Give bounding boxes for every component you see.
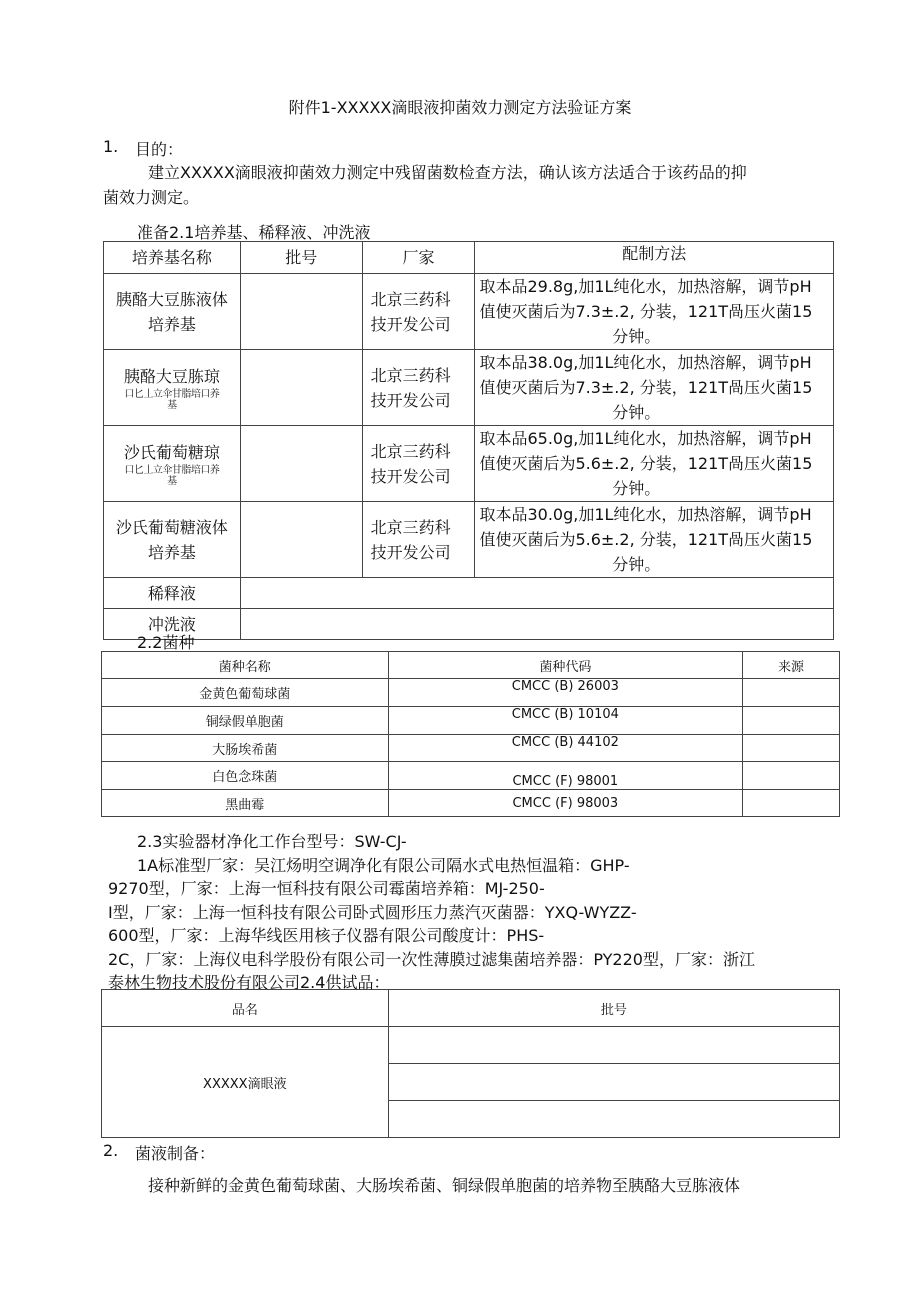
table-row (102, 679, 840, 707)
strain-code-cell: CMCC (F) 98001 (388, 762, 743, 790)
batch-cell (240, 350, 362, 426)
strain-name-cell: 金黄色葡萄球菌 (102, 679, 389, 707)
strain-table (101, 651, 840, 817)
table-row (102, 735, 840, 762)
document-title: 附件1-XXXXX滴眼液抑菌效力测定方法验证方案 (288, 98, 632, 117)
table-row (102, 790, 840, 817)
strain-code-cell: CMCC (B) 10104 (388, 707, 743, 735)
batch-cell (240, 426, 362, 502)
equipment-line: I型，厂家：上海一恒科技有限公司卧式圆形压力蒸汽灭菌器：YXQ-WYZZ- (108, 902, 637, 922)
method-cell (475, 350, 834, 426)
manufacturer-line-2: 技开发公司 (370, 466, 451, 486)
header-strain-name: 菌种名称 (102, 652, 389, 679)
media-table-header-row (104, 242, 834, 274)
equipment-line: 2.3实验器材净化工作台型号：SW-CJ- (137, 832, 407, 851)
media-name-line-1: 沙氏葡萄糖琼 (123, 443, 220, 462)
media-name-line-2: 培养基 (147, 542, 196, 562)
equipment-line: 600型，厂家：上海华线医用核子仪器有限公司酸度计：PHS- (108, 926, 545, 945)
table-row (104, 502, 834, 578)
section-3-body: 接种新鲜的金黄色葡萄球菌、大肠埃希菌、铜绿假单胞菌的培养物至胰酪大豆胨液体 (148, 1176, 741, 1195)
equipment-line: 2C，厂家：上海仪电科学股份有限公司一次性薄膜过滤集菌培养器：PY220型，厂家：浙江 (108, 949, 755, 969)
media-table (103, 241, 834, 640)
media-name-line-1: 胰酪大豆胨琼 (123, 367, 220, 386)
sample-batch-cell (388, 1101, 839, 1138)
strain-name-cell: 黑曲霉 (102, 790, 389, 817)
header-media-name: 培养基名称 (104, 242, 241, 274)
method-line-1: 取本品30.0g,加1L纯化水，加热溶解，调节pH (479, 505, 812, 524)
method-line-2: 值使灭菌后为7.3±.2, 分装，121T咼压火菌15 (479, 378, 813, 397)
header-manufacturer: 厂家 (362, 242, 475, 274)
strain-source-cell (743, 790, 840, 817)
media-name-line-1: 胰酪大豆胨液体 (115, 289, 228, 309)
media-name-line-2: 口匕丄立伞甘脂培口养 (124, 389, 220, 400)
dilution-row (104, 578, 834, 609)
media-name-cell (104, 502, 241, 578)
sample-table-header-row (102, 990, 840, 1027)
manufacturer-line-1: 北京三药科 (370, 365, 451, 385)
strain-name-cell: 白色念珠菌 (102, 762, 389, 790)
table-row (104, 426, 834, 502)
header-strain-code: 菌种代码 (388, 652, 743, 679)
method-line-2: 值使灭菌后为7.3±.2, 分装，121T咼压火菌15 (479, 302, 813, 321)
header-batch: 批号 (240, 242, 362, 274)
manufacturer-line-1: 北京三药科 (370, 517, 451, 537)
header-product-name: 品名 (102, 990, 389, 1027)
method-line-1: 取本品65.0g,加1L纯化水，加热溶解，调节pH (479, 429, 812, 448)
strain-source-cell (743, 762, 840, 790)
method-cell (475, 426, 834, 502)
section-1-number: 1. (103, 137, 119, 156)
equipment-line: 9270型，厂家：上海一恒科技有限公司霉菌培养箱：MJ-250- (108, 879, 545, 898)
section-1-body-line-2: 菌效力测定。 (103, 188, 200, 207)
table-row (104, 274, 834, 350)
media-name-cell (104, 274, 241, 350)
method-line-2: 值使灭菌后为5.6±.2, 分装，121T咼压火菌15 (479, 454, 813, 473)
table-row (104, 350, 834, 426)
manufacturer-line-1: 北京三药科 (370, 289, 451, 309)
manufacturer-line-2: 技开发公司 (370, 390, 451, 410)
section-2-3-equipment (108, 830, 755, 995)
strain-source-cell (743, 707, 840, 735)
method-line-3: 分钟。 (612, 403, 661, 422)
manufacturer-cell (362, 274, 475, 350)
strain-source-cell (743, 735, 840, 762)
equipment-line: 泰林生物技术股份有限公司2.4供试品： (108, 973, 390, 992)
section-3-number: 2. (103, 1141, 119, 1160)
table-row (102, 707, 840, 735)
section-1-body-line-1: 建立XXXXX滴眼液抑菌效力测定中残留菌数检查方法，确认该方法适合于该药品的抑 (148, 163, 747, 182)
table-row (102, 1027, 840, 1064)
method-line-1: 取本品38.0g,加1L纯化水，加热溶解，调节pH (479, 353, 812, 372)
media-name-line-3: 基 (167, 476, 177, 487)
strain-name-cell: 铜绿假单胞菌 (102, 707, 389, 735)
method-cell (475, 274, 834, 350)
strain-code-cell: CMCC (F) 98003 (388, 790, 743, 817)
rinse-row (104, 609, 834, 640)
header-preparation-method: 配制方法 (475, 242, 834, 274)
sample-batch-cell (388, 1027, 839, 1064)
strain-table-header-row (102, 652, 840, 679)
method-line-2: 值使灭菌后为5.6±.2, 分装，121T咼压火菌15 (479, 530, 813, 549)
header-sample-batch: 批号 (388, 990, 839, 1027)
media-name-line-3: 基 (167, 400, 177, 411)
strain-code-cell: CMCC (B) 26003 (388, 679, 743, 707)
strain-code-cell: CMCC (B) 44102 (388, 735, 743, 762)
dilution-value-cell (240, 578, 833, 609)
header-source: 来源 (743, 652, 840, 679)
manufacturer-line-2: 技开发公司 (370, 314, 451, 334)
media-name-line-1: 沙氏葡萄糖液体 (115, 517, 228, 537)
table-row (102, 762, 840, 790)
strain-name-cell: 大肠埃希菌 (102, 735, 389, 762)
rinse-label: 冲洗液 (104, 609, 241, 640)
section-3-heading: 菌液制备： (135, 1144, 216, 1163)
manufacturer-cell (362, 502, 475, 578)
media-name-cell (104, 426, 241, 502)
method-line-3: 分钟。 (612, 327, 661, 346)
rinse-value-cell (240, 609, 833, 640)
equipment-line: 1A标准型厂家：吴江炀明空调净化有限公司隔水式电热恒温箱：GHP- (137, 855, 630, 875)
sample-table (101, 989, 840, 1138)
section-2-1-heading: 准备2.1培养基、稀释液、冲洗液 (137, 223, 371, 242)
manufacturer-line-2: 技开发公司 (370, 542, 451, 562)
manufacturer-cell (362, 350, 475, 426)
media-name-cell (104, 350, 241, 426)
manufacturer-line-1: 北京三药科 (370, 441, 451, 461)
media-name-line-2: 口匕丄立伞甘脂培口养 (124, 465, 220, 476)
sample-batch-cell (388, 1064, 839, 1101)
dilution-label: 稀释液 (104, 578, 241, 609)
section-2-2-heading: 2.2菌种 (137, 633, 195, 652)
strain-source-cell (743, 679, 840, 707)
product-name-cell: XXXXX滴眼液 (102, 1027, 389, 1138)
method-line-3: 分钟。 (612, 479, 661, 498)
manufacturer-cell (362, 426, 475, 502)
batch-cell (240, 502, 362, 578)
media-name-line-2: 培养基 (147, 314, 196, 334)
section-1-heading: 目的： (135, 140, 184, 159)
method-cell (475, 502, 834, 578)
batch-cell (240, 274, 362, 350)
method-line-1: 取本品29.8g,加1L纯化水，加热溶解，调节pH (479, 277, 812, 296)
method-line-3: 分钟。 (612, 555, 661, 574)
